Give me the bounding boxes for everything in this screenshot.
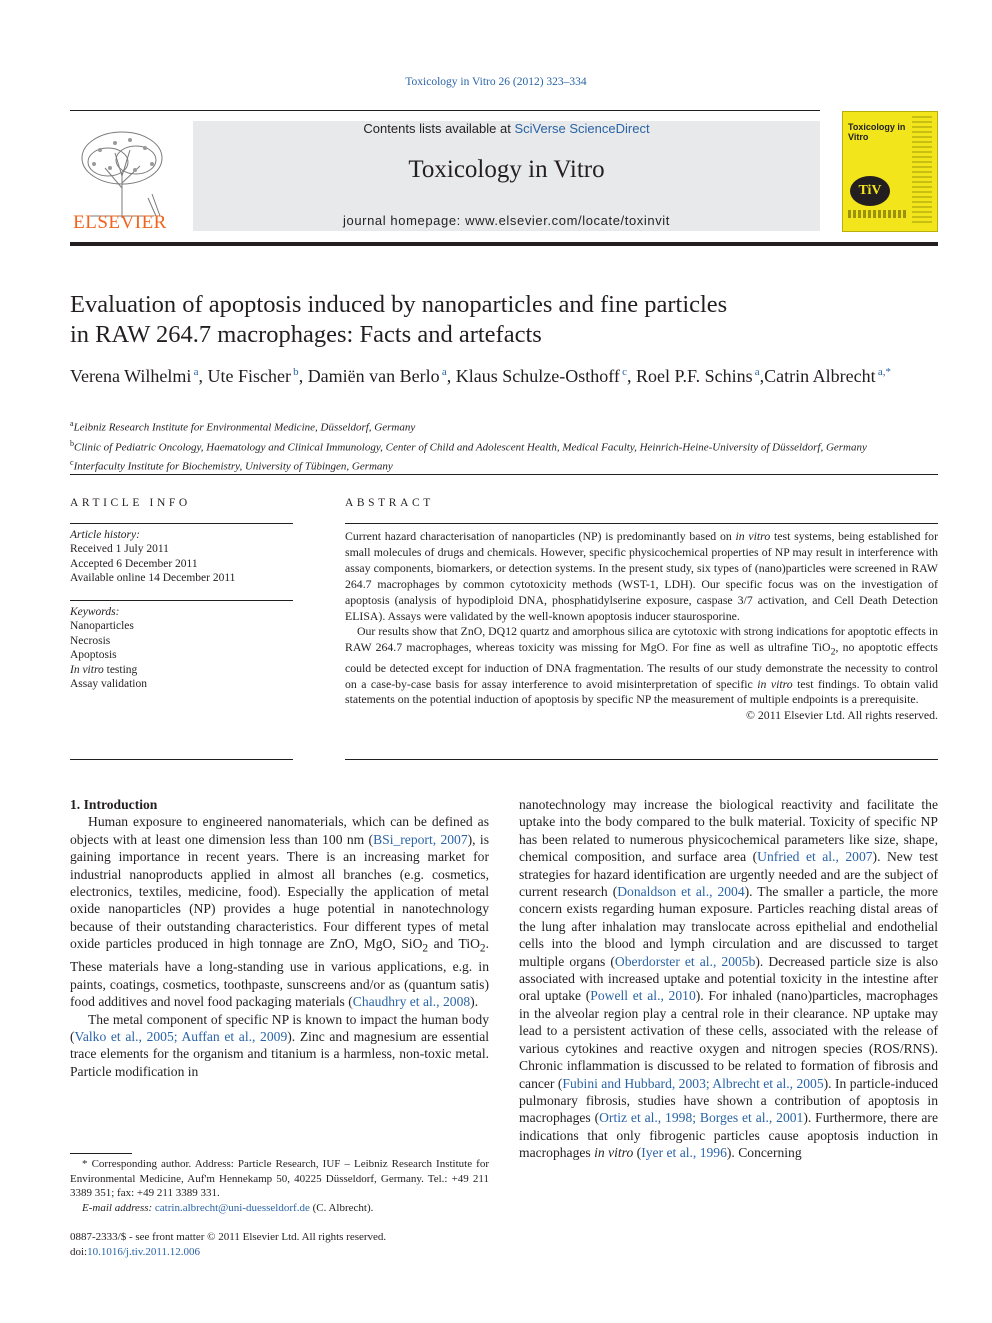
- subscript: 2: [830, 646, 836, 658]
- affiliation-text: Interfaculty Institute for Biochemistry, University of Tübingen, Germany: [73, 460, 393, 473]
- title-line-2: in RAW 264.7 macrophages: Facts and artefacts: [70, 321, 542, 348]
- text-run: (: [633, 1145, 642, 1161]
- author-name[interactable]: Verena Wilhelmi: [70, 366, 192, 386]
- author-name[interactable]: Ute Fischer: [207, 366, 291, 386]
- keyword-rest: testing: [103, 663, 138, 676]
- cover-badge: TiV: [850, 176, 890, 206]
- text-run: Current hazard characterisation of nanoparticles (NP) is predominantly based on: [345, 529, 736, 543]
- text-run: The metal component of specific NP is known to impact the human body (: [70, 1011, 489, 1044]
- author-separator: ,: [626, 366, 636, 386]
- text-run: ). In particle-induced pulmonary fibrosis, studies have shown a contribution of apoptosis in macrophages (: [519, 1075, 939, 1126]
- doi-label: doi:: [70, 1245, 88, 1258]
- author-affiliation-marker[interactable]: b: [290, 366, 299, 378]
- contents-line: [193, 121, 820, 136]
- abstract-text: [345, 529, 938, 724]
- author-name[interactable]: Klaus Schulze-Osthoff: [455, 366, 620, 386]
- abstract-paragraph: [345, 624, 938, 708]
- info-rule: [70, 759, 293, 760]
- cover-title: Toxicology in Vitro: [848, 122, 906, 142]
- info-rule: [70, 523, 293, 524]
- keyword: Assay validation: [70, 678, 147, 691]
- keyword: [70, 663, 293, 677]
- keyword: Necrosis: [70, 634, 111, 647]
- subscript: 2: [422, 942, 429, 955]
- reference-link[interactable]: Iyer et al., 1996: [641, 1145, 727, 1161]
- text-run: ). Concerning: [726, 1145, 802, 1161]
- author-affiliation-marker[interactable]: a: [752, 366, 760, 378]
- article-info-heading: ARTICLE INFO: [70, 497, 191, 509]
- email-line: [70, 1201, 489, 1216]
- subscript: 2: [479, 942, 486, 955]
- abstract-paragraph: [345, 529, 938, 624]
- section-heading-introduction: 1. Introduction: [70, 797, 158, 812]
- abstract-heading: ABSTRACT: [345, 497, 434, 509]
- affiliation: [70, 416, 938, 436]
- body-paragraph: [70, 813, 489, 1010]
- text-run: in vitro: [594, 1145, 634, 1161]
- author-name[interactable]: Roel P.F. Schins: [635, 366, 753, 386]
- text-run: (C. Albrecht).: [309, 1201, 374, 1214]
- header-rule: [70, 110, 820, 111]
- homepage-prefix: journal homepage:: [343, 213, 466, 228]
- email-link[interactable]: catrin.albrecht@uni-duesseldorf.de: [154, 1201, 310, 1214]
- author-affiliation-marker[interactable]: c: [619, 366, 627, 378]
- text-run: , no apoptotic effects could be detected except for induction of DNA fragmentation. The results of our study demonstrate the necessity to control on a case-by-case basis for assay interference to avoid misinterpretation of specific: [345, 640, 938, 691]
- affiliation: [70, 455, 938, 475]
- journal-citation-link[interactable]: Toxicology in Vitro 26 (2012) 323–334: [405, 76, 587, 88]
- paper-title: [70, 290, 890, 350]
- text-run: ), is gaining importance in recent years. There is an increasing market for industrial nanoproducts applied in almost all branches (e.g. cosmetics, electronics, textiles, medicine, food). Especially the application of metal oxide nanoparticles (NP) provides a huge potential in nanotechnology because of their outstanding characteristics. Four different types of metal oxide particles produced in high tonnage are ZnO, MgO, SiO: [70, 831, 489, 952]
- homepage-url-link[interactable]: www.elsevier.com/locate/toxinvit: [465, 213, 670, 228]
- reference-link[interactable]: Unfried et al., 2007: [757, 849, 873, 865]
- corresponding-author-text: * Corresponding author. Address: Particle Research, IUF – Leibniz Research Institute for Environmental Medicine, Auf'm Hennekamp 50, 40225 Düsseldorf, Germany. Tel.: +49 211 3389 351; fax: +49 211 3389 331.: [70, 1158, 489, 1199]
- affiliation-text: Leibniz Research Institute for Environmental Medicine, Düsseldorf, Germany: [73, 421, 416, 434]
- text-run: in vitro: [735, 529, 771, 543]
- author-name[interactable]: Damiën van Berlo: [307, 366, 440, 386]
- body-paragraph: [519, 796, 938, 1162]
- online-date: Available online 14 December 2011: [70, 572, 236, 585]
- affiliation-marker: b: [70, 438, 74, 448]
- author-affiliation-marker[interactable]: a: [191, 366, 199, 378]
- article-history: [70, 528, 293, 586]
- keyword-italic: In vitro: [70, 663, 104, 676]
- author-affiliation-marker[interactable]: a: [439, 366, 447, 378]
- text-run: ). Decreased particle size is also associated with increased uptake and potential toxicity in the intestine after oral uptake (: [519, 953, 938, 1004]
- copyright-notice: © 2011 Elsevier Ltd. All rights reserved.: [746, 708, 938, 723]
- corresponding-author-footnote: [70, 1157, 489, 1215]
- affiliation-marker: c: [70, 458, 74, 468]
- author-list: [70, 361, 938, 388]
- issn-line: 0887-2333/$ - see front matter © 2011 Elsevier Ltd. All rights reserved.: [70, 1231, 387, 1243]
- cover-stripe: [912, 116, 932, 224]
- reference-link[interactable]: Ortiz et al., 1998; Borges et al., 2001: [599, 1110, 804, 1126]
- keywords-label: Keywords:: [70, 606, 120, 618]
- reference-link[interactable]: Fubini and Hubbard, 2003; Albrecht et al., 2005: [562, 1075, 824, 1091]
- reference-link[interactable]: Oberdorster et al., 2005b: [614, 953, 756, 969]
- text-run: ).: [470, 994, 479, 1010]
- cover-fine-print: [848, 210, 908, 218]
- header-thick-rule: [70, 242, 938, 246]
- reference-link[interactable]: Powell et al., 2010: [590, 988, 696, 1004]
- body-column-left: [70, 796, 489, 1080]
- reference-link[interactable]: Chaudhry et al., 2008: [352, 994, 471, 1010]
- footnote-rule: [70, 1153, 132, 1154]
- text-run: in vitro: [757, 676, 793, 691]
- page-footer: [70, 1230, 489, 1259]
- journal-title: Toxicology in Vitro: [408, 156, 605, 183]
- affiliation-list: [70, 416, 938, 475]
- author-separator: ,: [298, 366, 308, 386]
- title-block-rule: [70, 474, 938, 475]
- text-run: test systems, being established for small molecules of drugs and chemicals. However, specific physicochemical properties of NP may result in interference with assay components, biomarkers, or detection systems. In the present study, six types of (nano)particles were screened in RAW 264.7 macrophages by common cytotoxicity methods (WST-1, LDH). Our specific focus was on the investigation of apoptosis (analysis of hypodiploid DNA, phosphatidylserine exposure, caspase 3/7 activation, and Cell Death Detection ELISA). Assays were validated by the well-known apoptosis inducer staurosporine.: [345, 529, 939, 623]
- text-run: nanotechnology may increase the biological reactivity and facilitate the uptake into the body compared to the bulk material. Toxicity of specific NP has been related to numerous physicochemical parameters like size, shape, chemical composition, and surface area (: [519, 797, 938, 865]
- doi-link[interactable]: 10.1016/j.tiv.2011.12.006: [87, 1245, 200, 1258]
- text-run: and TiO: [428, 936, 480, 952]
- keyword: Apoptosis: [70, 649, 117, 662]
- affiliation: [70, 436, 938, 456]
- author-separator: ,: [759, 366, 765, 386]
- text-run: ). The smaller a particle, the more concern exists regarding human exposure. Particles reaching distal areas of the lung after inhalation may translocate across epithelial and endothelial cells into the blood and lymph circulation and are discussed to target multiple organs (: [519, 884, 939, 969]
- received-date: Received 1 July 2011: [70, 543, 169, 556]
- text-run: ). Zinc and magnesium are essential trace elements for the organism and titanium is a harmless, non-toxic metal. Particle modification in: [70, 1029, 490, 1079]
- text-run: Our results show that ZnO, DQ12 quartz and amorphous silica are cytotoxic with strong indications for apoptotic effects in RAW 264.7 macrophages, whereas toxicity was missing for MgO. For fine as well as ultrafine TiO: [345, 624, 938, 655]
- keyword: Nanoparticles: [70, 620, 134, 633]
- sciencedirect-link[interactable]: SciVerse ScienceDirect: [514, 121, 650, 136]
- publisher-logo-text: ELSEVIER: [73, 212, 167, 233]
- abstract-rule: [345, 523, 938, 524]
- text-run: ). For inhaled (nano)particles, macrophages in the alveolar region play a central role in their clearance. NP uptake may lead to a persistent activation of these cells, associated with the release of various cytokines and reactive oxygen and nitrogen species (ROS/RNS). Chronic inflammation is discussed to be related to formation of fibrosis and cancer (: [519, 988, 938, 1091]
- author-separator: ,: [198, 366, 208, 386]
- abstract-rule: [345, 759, 938, 760]
- email-label: E-mail address:: [82, 1201, 155, 1214]
- reference-link[interactable]: Donaldson et al., 2004: [617, 884, 745, 900]
- keyword-list: [70, 605, 293, 691]
- text-run: Human exposure to engineered nanomaterials, which can be defined as objects with at least one dimension less than 100 nm (: [70, 814, 489, 847]
- body-paragraph: [70, 1011, 489, 1081]
- homepage-line: [193, 213, 820, 228]
- title-line-1: Evaluation of apoptosis induced by nanoparticles and fine particles: [70, 291, 728, 318]
- author-name[interactable]: Catrin Albrecht: [764, 366, 876, 386]
- affiliation-marker: a: [70, 419, 74, 428]
- reference-link[interactable]: BSi_report, 2007: [373, 831, 468, 847]
- reference-link[interactable]: Valko et al., 2005; Auffan et al., 2009: [74, 1029, 288, 1044]
- text-run: . These materials have a long-standing use in various applications, e.g. in paints, coatings, cosmetics, toothpaste, sunscreens and/or as (quantum satis) food additives and novel food packaging materials (: [70, 936, 489, 1010]
- accepted-date: Accepted 6 December 2011: [70, 557, 198, 570]
- contents-prefix: Contents lists available at: [363, 121, 515, 136]
- text-run: ). New test strategies for hazard identification are urgently needed and are the subject of current research (: [519, 849, 939, 900]
- body-column-right: [519, 796, 938, 1162]
- doi-line: [70, 1245, 489, 1260]
- author-separator: ,: [446, 366, 456, 386]
- text-run: ). Furthermore, there are indications that only fibrogenic particles cause apoptosis induction in macrophages: [519, 1110, 938, 1161]
- text-run: test findings. To obtain valid statements on the potential induction of apoptosis by specific NP the measurement of multiple endpoints is a prerequisite.: [345, 676, 939, 707]
- affiliation-text: Clinic of Pediatric Oncology, Haematology and Clinical Immunology, Center of Child and Adolescent Health, Medical Faculty, Heinrich-Heine-University of Düsseldorf, Germany: [74, 441, 867, 454]
- author-affiliation-marker[interactable]: a,*: [875, 366, 891, 378]
- info-rule: [70, 600, 293, 601]
- history-label: Article history:: [70, 529, 140, 541]
